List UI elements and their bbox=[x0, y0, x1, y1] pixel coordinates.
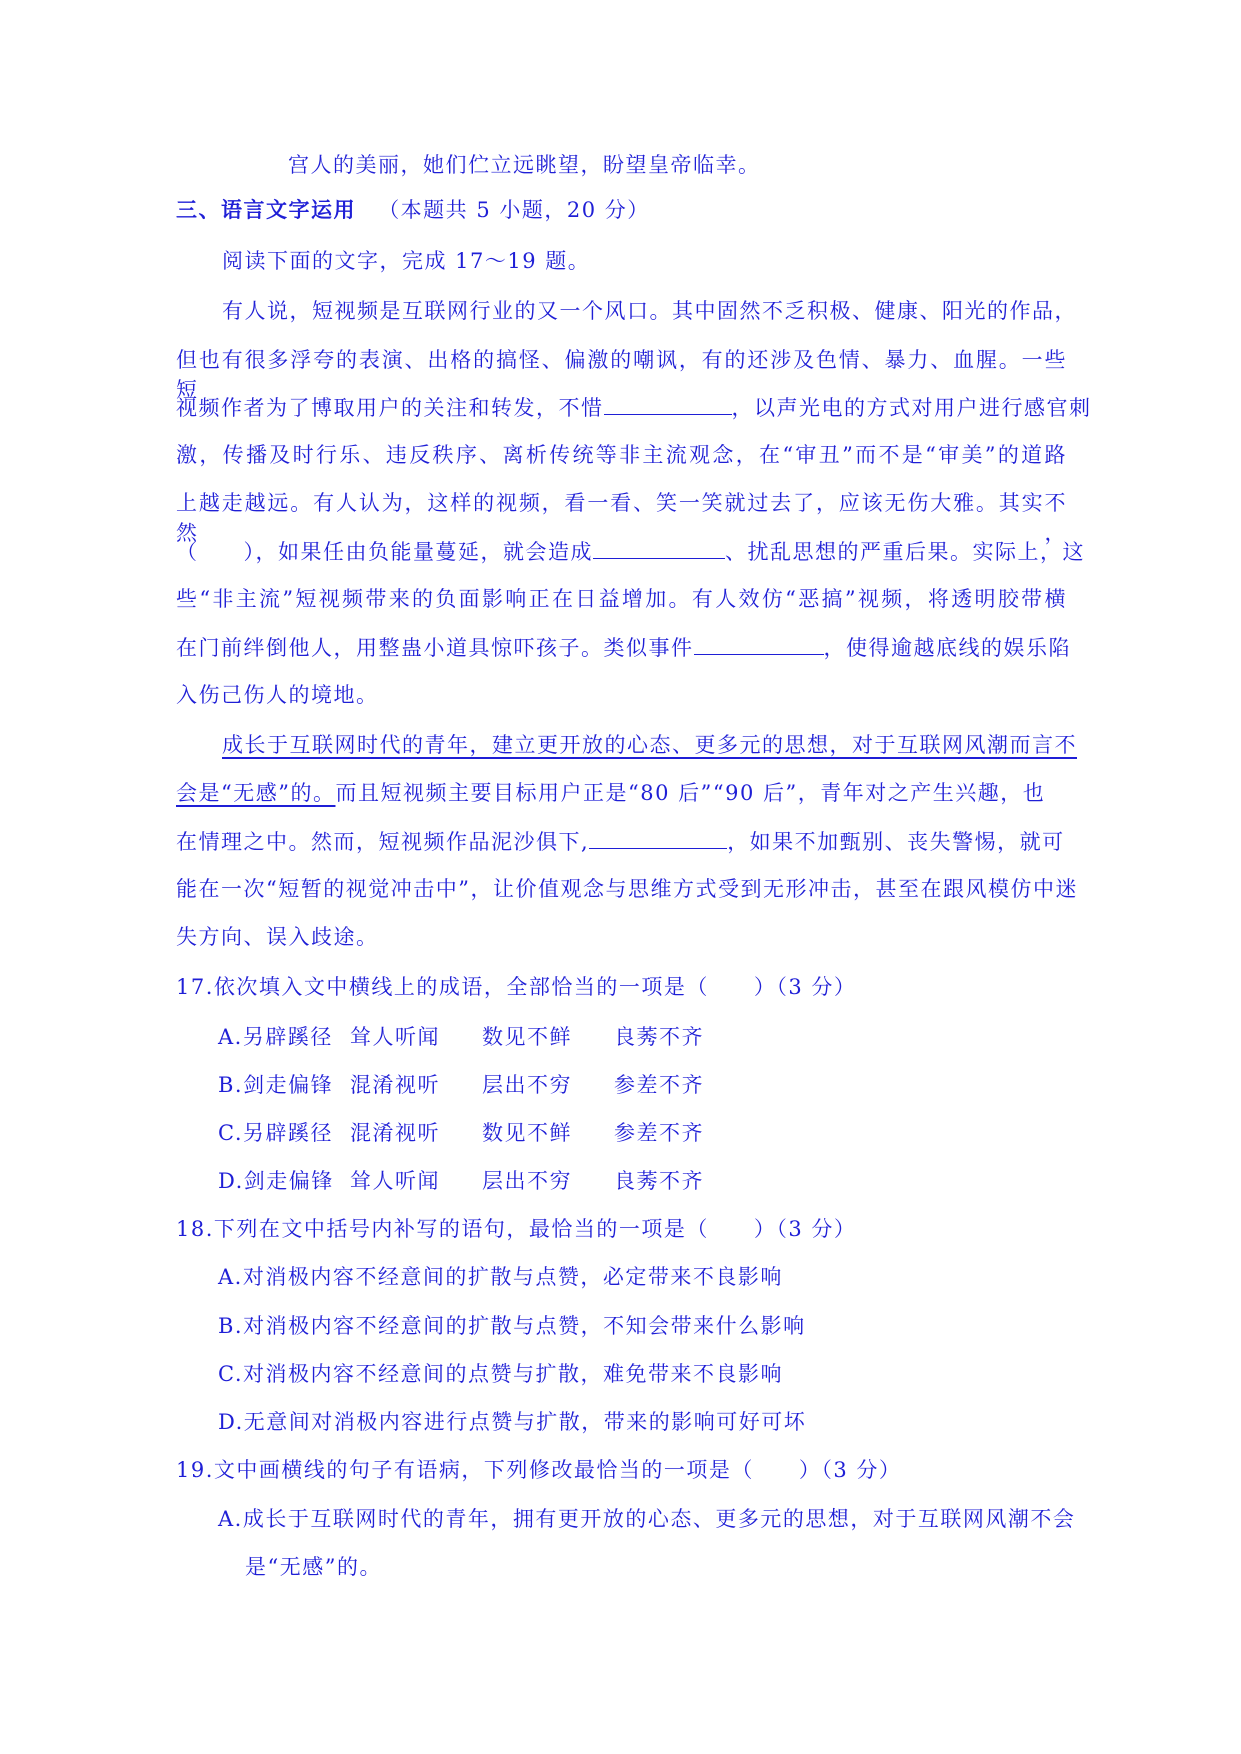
option-text: 混淆视听 bbox=[350, 1073, 440, 1097]
passage-p2-line bbox=[176, 778, 1045, 808]
question-18-option-b: B.对消极内容不经意间的扩散与点赞，不知会带来什么影响 bbox=[218, 1314, 806, 1338]
option-text: 混淆视听 bbox=[350, 1121, 440, 1145]
option-text: B.剑走偏锋 bbox=[218, 1073, 334, 1097]
section-header bbox=[176, 195, 650, 225]
question-18-option-d: D.无意间对消极内容进行点赞与扩散，带来的影响可好可坏 bbox=[218, 1410, 807, 1434]
continuation-line: 宫人的美丽，她们伫立远眺望，盼望皇帝临幸。 bbox=[288, 153, 761, 177]
section-note: （本题共 5 小题，20 分） bbox=[378, 198, 650, 222]
text-segment: 而且短视频主要目标用户正是“80 后”“90 后”，青年对之产生兴趣，也 bbox=[335, 781, 1046, 805]
passage-p1-line: 激，传播及时行乐、违反秩序、离析传统等非主流观念，在“审丑”而不是“审美”的道路 bbox=[176, 443, 1067, 467]
instruction: 阅读下面的文字，完成 17～19 题。 bbox=[222, 249, 591, 273]
question-17-option-b bbox=[218, 1070, 704, 1100]
underlined-sentence-end: 会是“无感”的。 bbox=[176, 781, 336, 805]
passage-p1-line bbox=[176, 632, 1071, 663]
question-18-stem: 18.下列在文中括号内补写的语句，最恰当的一项是（ ）（3 分） bbox=[176, 1217, 857, 1241]
option-text: 良莠不齐 bbox=[614, 1025, 704, 1049]
question-17-stem: 17.依次填入文中横线上的成语，全部恰当的一项是（ ）（3 分） bbox=[176, 975, 857, 999]
fill-blank-1 bbox=[604, 392, 732, 415]
option-text: 数见不鲜 bbox=[482, 1025, 572, 1049]
text-segment: ，使得逾越底线的娱乐陷 bbox=[823, 636, 1071, 660]
question-19-option-a-cont: 是“无感”的。 bbox=[245, 1555, 382, 1579]
passage-p1-line: 有人说，短视频是互联网行业的又一个风口。其中固然不乏积极、健康、阳光的作品， bbox=[222, 299, 1077, 323]
passage-p1-line: 些“非主流”短视频带来的负面影响正在日益增加。有人效仿“恶搞”视频，将透明胶带横 bbox=[176, 587, 1067, 611]
question-17-option-c bbox=[218, 1118, 704, 1148]
option-text: 良莠不齐 bbox=[614, 1169, 704, 1193]
text-segment: ，以声光电的方式对用户进行感官刺 bbox=[731, 396, 1092, 420]
text-segment: 在情理之中。然而，短视频作品泥沙俱下, bbox=[176, 830, 590, 854]
section-title: 三、语言文字运用 bbox=[176, 197, 356, 222]
fill-blank-2 bbox=[593, 536, 725, 559]
question-18-option-c: C.对消极内容不经意间的点赞与扩散，难免带来不良影响 bbox=[218, 1362, 783, 1386]
option-text: 耸人听闻 bbox=[350, 1169, 440, 1193]
option-text: A.另辟蹊径 bbox=[218, 1025, 333, 1049]
question-17-option-d bbox=[218, 1166, 704, 1196]
option-text: 参差不齐 bbox=[614, 1073, 704, 1097]
question-17-option-a bbox=[218, 1022, 704, 1052]
passage-p1-line: 上越走越远。有人认为，这样的视频，看一看、笑一笑就过去了，应该无伤大雅。其实不然， bbox=[176, 491, 1067, 545]
fill-blank-3 bbox=[694, 632, 824, 655]
passage-p1-line bbox=[176, 536, 1085, 567]
question-19-option-a: A.成长于互联网时代的青年，拥有更开放的心态、更多元的思想，对于互联网风潮不会 bbox=[218, 1507, 1076, 1531]
option-text: 层出不穷 bbox=[482, 1169, 572, 1193]
option-text: C.另辟蹊径 bbox=[218, 1121, 333, 1145]
question-19-stem: 19.文中画横线的句子有语病，下列修改最恰当的一项是（ ）（3 分） bbox=[176, 1458, 902, 1482]
text-segment: 、扰乱思想的严重后果。实际上，这 bbox=[725, 540, 1085, 564]
text-segment: 视频作者为了博取用户的关注和转发，不惜 bbox=[176, 396, 604, 420]
option-text: 耸人听闻 bbox=[350, 1025, 440, 1049]
text-segment: （ ），如果任由负能量蔓延，就会造成 bbox=[176, 540, 593, 564]
passage-p2-line bbox=[176, 826, 1065, 857]
passage-p2-line: 失方向、误入歧途。 bbox=[176, 925, 379, 949]
question-18-option-a: A.对消极内容不经意间的扩散与点赞，必定带来不良影响 bbox=[218, 1265, 783, 1289]
option-text: 参差不齐 bbox=[614, 1121, 704, 1145]
passage-p2-line bbox=[222, 730, 1077, 760]
fill-blank-4 bbox=[589, 826, 727, 849]
passage-p1-line: 但也有很多浮夸的表演、出格的搞怪、偏激的嘲讽，有的还涉及色情、暴力、血腥。一些短 bbox=[176, 348, 1067, 402]
option-text: D.剑走偏锋 bbox=[218, 1169, 334, 1193]
text-segment: ，如果不加甄别、丧失警惕，就可 bbox=[727, 830, 1065, 854]
passage-p1-line: 入伤己伤人的境地。 bbox=[176, 683, 379, 707]
passage-p2-line: 能在一次“短暂的视觉冲击中”，让价值观念与思维方式受到无形冲击，甚至在跟风模仿中迷 bbox=[176, 877, 1078, 901]
option-text: 数见不鲜 bbox=[482, 1121, 572, 1145]
option-text: 层出不穷 bbox=[482, 1073, 572, 1097]
passage-p1-line bbox=[176, 392, 1092, 423]
text-segment: 在门前绊倒他人，用整蛊小道具惊吓孩子。类似事件 bbox=[176, 636, 694, 660]
underlined-sentence: 成长于互联网时代的青年，建立更开放的心态、更多元的思想，对于互联网风潮而言不 bbox=[222, 733, 1077, 757]
